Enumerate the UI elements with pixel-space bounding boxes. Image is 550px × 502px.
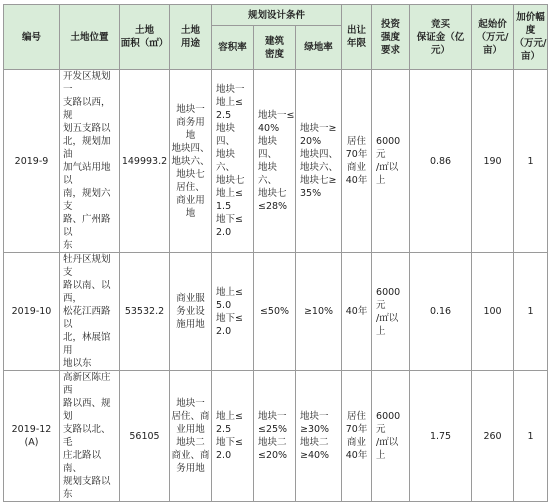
cell-far: 地块一 地上≤ 2.5 地块四、 地块六、 地块七 地上≤ 1.5 地下≤ 2.0	[212, 70, 254, 253]
header-far: 容积率	[212, 26, 254, 70]
header-id: 编号	[4, 5, 60, 70]
cell-location: 牡丹区规划支 路以南、以西， 松花江西路以 北，林展馆用 地以东	[60, 253, 120, 371]
cell-term: 40年	[342, 253, 372, 371]
header-planning-group: 规划设计条件	[212, 5, 342, 26]
cell-green: ≥10%	[296, 253, 342, 371]
cell-invest: 6000元 /㎡以 上	[372, 70, 410, 253]
cell-start-price: 100	[472, 253, 514, 371]
table-row	[4, 70, 548, 253]
cell-term: 居住 70年 商业 40年	[342, 371, 372, 502]
cell-start-price: 260	[472, 371, 514, 502]
cell-deposit: 0.16	[410, 253, 472, 371]
header-term: 出让 年限	[342, 5, 372, 70]
cell-location: 高新区陈庄西 路以西、规划 支路以北、毛 庄北路以南、 规划支路以东	[60, 371, 120, 502]
cell-id: 2019-12 (A)	[4, 371, 60, 502]
cell-invest: 6000元 /㎡以 上	[372, 253, 410, 371]
header-use: 土地 用途	[170, 5, 212, 70]
cell-density: 地块一≤ 40% 地块四、 地块六、 地块七≤28%	[254, 70, 296, 253]
header-invest: 投资 强度 要求	[372, 5, 410, 70]
header-deposit: 竞买 保证金（亿元）	[410, 5, 472, 70]
cell-area: 53532.2	[120, 253, 170, 371]
cell-density: ≤50%	[254, 253, 296, 371]
header-green: 绿地率	[296, 26, 342, 70]
cell-far: 地上≤ 2.5 地下≤ 2.0	[212, 371, 254, 502]
cell-far: 地上≤ 5.0 地下≤ 2.0	[212, 253, 254, 371]
cell-start-price: 190	[472, 70, 514, 253]
cell-area: 149993.2	[120, 70, 170, 253]
cell-green: 地块一≥ 20% 地块四、 地块六、 地块七≥ 35%	[296, 70, 342, 253]
land-parcel-table	[3, 4, 548, 502]
cell-increment: 1	[514, 371, 548, 502]
cell-increment: 1	[514, 253, 548, 371]
cell-area: 56105	[120, 371, 170, 502]
header-increment: 加价幅度 （万元/亩）	[514, 5, 548, 70]
header-area: 土地 面积（㎡）	[120, 5, 170, 70]
header-start-price: 起始价 （万元/ 亩）	[472, 5, 514, 70]
header-location: 土地位置	[60, 5, 120, 70]
header-density: 建筑 密度	[254, 26, 296, 70]
cell-location: 开发区规划一 支路以西，规 划五支路以 北，规划加油 加气站用地以 南，规划六支 路、广州路以 东	[60, 70, 120, 253]
table-row	[4, 371, 548, 502]
cell-id: 2019-10	[4, 253, 60, 371]
cell-use: 地块一 商务用 地 地块四、 地块六、 地块七 居住、 商业用 地	[170, 70, 212, 253]
cell-increment: 1	[514, 70, 548, 253]
cell-density: 地块一 ≤25% 地块二 ≤20%	[254, 371, 296, 502]
cell-deposit: 0.86	[410, 70, 472, 253]
table-row	[4, 253, 548, 371]
cell-use: 地块一 居住、商 业用地 地块二 商业、商 务用地	[170, 371, 212, 502]
cell-deposit: 1.75	[410, 371, 472, 502]
cell-term: 居住 70年 商业 40年	[342, 70, 372, 253]
cell-id: 2019-9	[4, 70, 60, 253]
cell-use: 商业服 务业设 施用地	[170, 253, 212, 371]
cell-invest: 6000元 /㎡以 上	[372, 371, 410, 502]
cell-green: 地块一 ≥30% 地块二 ≥40%	[296, 371, 342, 502]
